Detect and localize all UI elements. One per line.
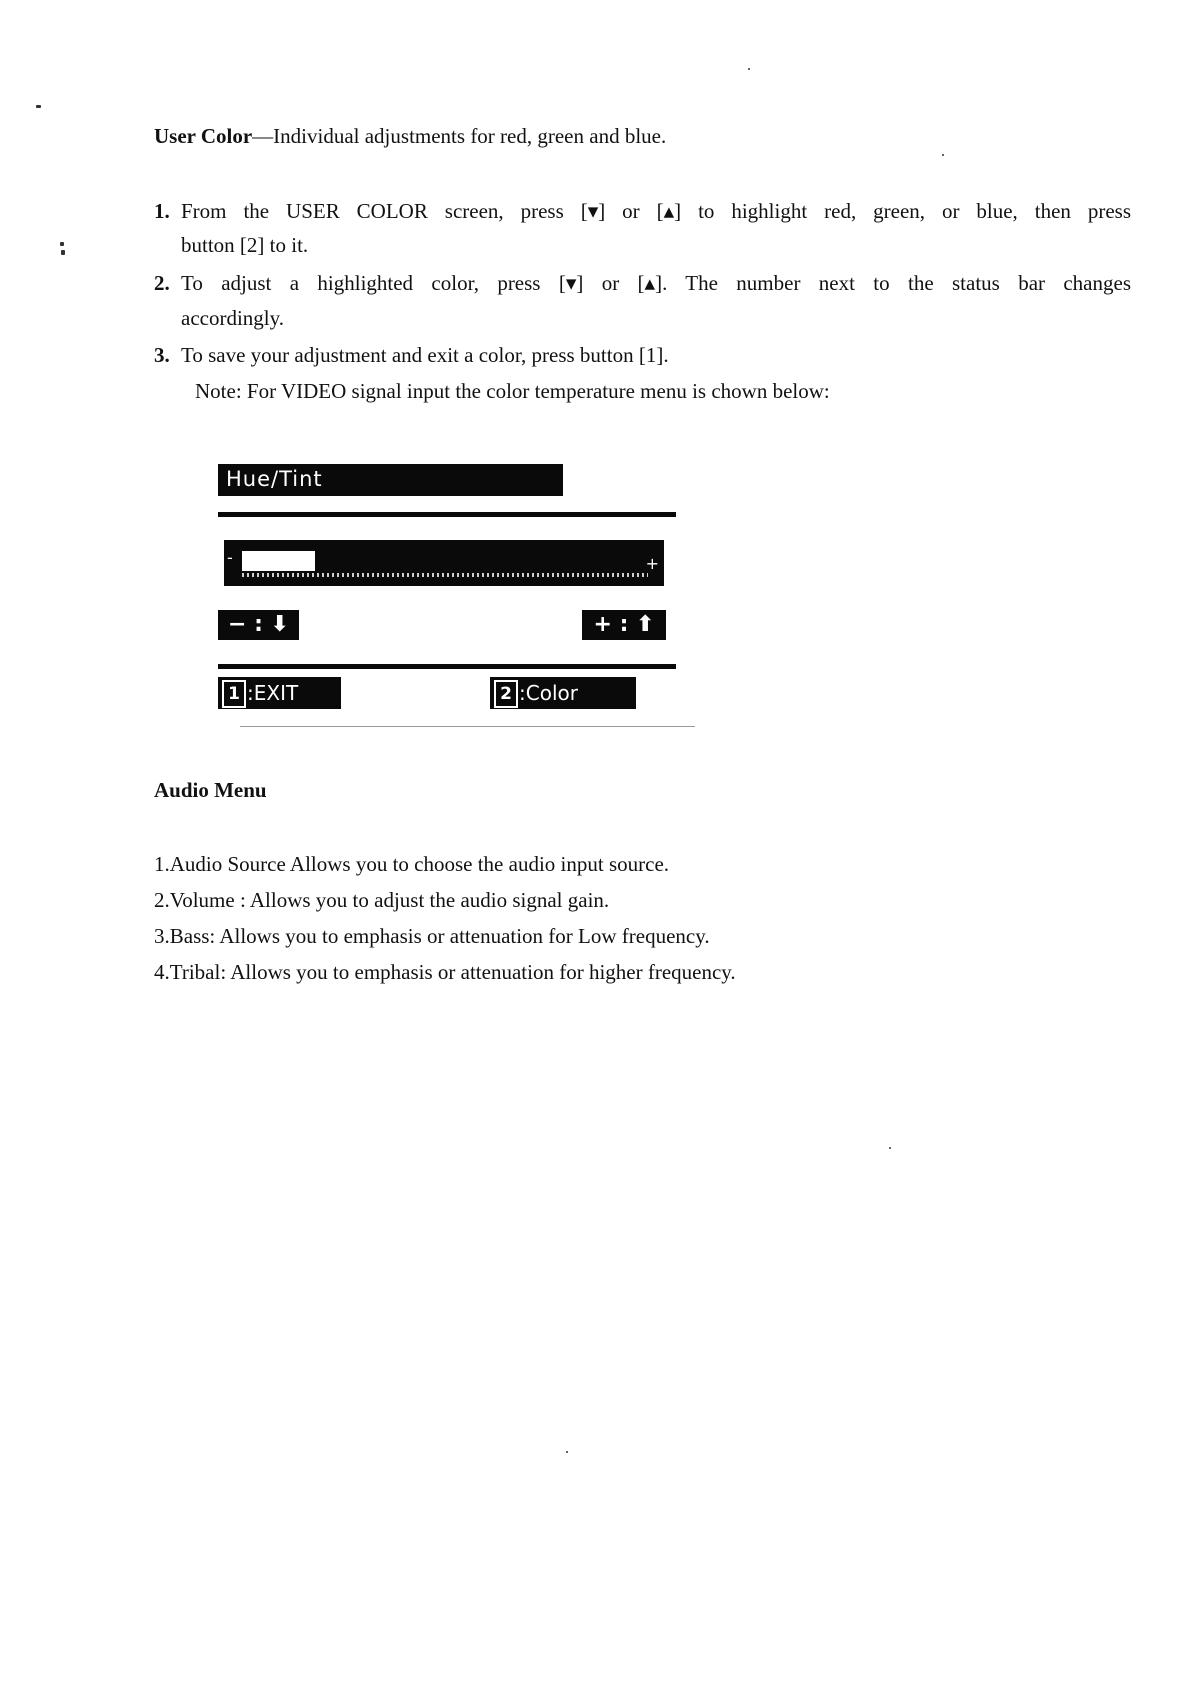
user-color-intro: —Individual adjustments for red, green and blue. [252,124,667,148]
step-2-line-1: To adjust a highlighted color, press [▾] or [▴]. The number next to the status bar changes [181,271,1131,295]
osd-title: Hue/Tint [226,467,323,491]
user-color-paragraph [154,123,666,149]
osd-level-fill [242,551,315,571]
step-1-number: 1. [154,199,170,223]
step-3-number: 3. [154,343,170,367]
exit-button-number: 1 [222,680,246,708]
exit-button [218,677,341,709]
color-button-number: 2 [494,680,518,708]
scan-speck [889,1147,891,1149]
osd-bar-minus: - [227,548,233,567]
color-button-label: :Color [519,681,578,705]
color-button [490,677,636,709]
step-2-line-2: accordingly. [181,306,285,330]
step-2-number: 2. [154,271,170,295]
scan-speck [60,242,64,246]
osd-frame-bottom-line [240,726,695,727]
osd-bottom-divider [218,664,676,669]
scan-speck [942,154,944,156]
scan-speck [748,68,750,70]
osd-bar-plus: + [645,554,659,573]
video-note: Note: For VIDEO signal input the color temperature menu is chown below: [195,379,830,403]
step-1-line-1: From the USER COLOR screen, press [▾] or [▴] to highlight red, green, or blue, then press [181,199,1131,223]
audio-item-2: 2.Volume : Allows you to adjust the audio signal gain. [154,888,610,912]
osd-top-divider [218,512,676,517]
scan-speck [566,1451,568,1453]
minus-down-key: − : ⬇ [218,610,299,640]
exit-button-label: :EXIT [247,681,299,705]
step-3-line-1: To save your adjustment and exit a color, press button [1]. [181,343,669,367]
user-color-heading: User Color [154,124,253,148]
audio-item-1: 1.Audio Source Allows you to choose the audio input source. [154,852,670,876]
plus-up-key: + : ⬆ [582,610,666,640]
osd-bar-ticks [242,573,648,577]
osd-title-bar [218,464,563,496]
scan-speck [61,250,65,255]
scan-speck [36,105,41,108]
audio-item-4: 4.Tribal: Allows you to emphasis or attenuation for higher frequency. [154,960,736,984]
step-1-line-2: button [2] to it. [181,233,309,257]
audio-menu-heading: Audio Menu [154,778,267,802]
osd-level-bar [224,540,664,586]
audio-item-3: 3.Bass: Allows you to emphasis or attenuation for Low frequency. [154,924,710,948]
